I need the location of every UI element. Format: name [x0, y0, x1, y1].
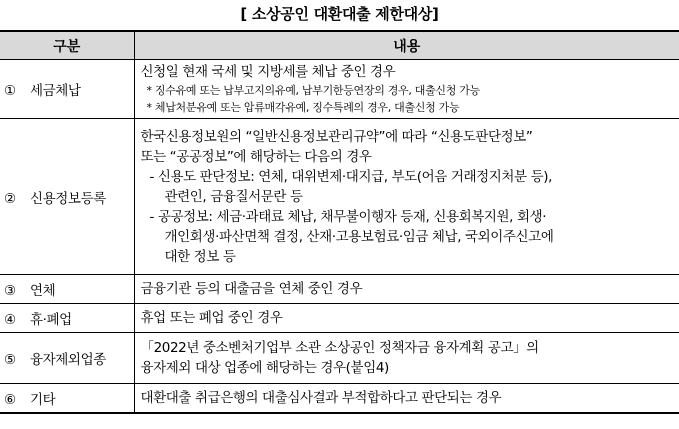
table-row	[0, 304, 679, 333]
row-category	[0, 333, 134, 384]
content-line: 한국신용정보원의 “일반신용정보관리규약”에 따라 “신용도판단정보”	[140, 128, 533, 145]
row-category-label: 융자제외업종	[30, 352, 106, 368]
row-number: ①	[4, 83, 16, 99]
content-line: 휴업 또는 폐업 중인 경우	[140, 310, 283, 326]
content-line: 또는 “공공정보”에 해당하는 다음의 경우	[140, 148, 372, 165]
row-category	[0, 275, 134, 304]
table-header-row	[0, 31, 679, 60]
content-line: 「2022년 중소벤처기업부 소관 소상공인 정책자금 융자계획 공고」의	[140, 340, 539, 356]
content-note: * 체납처분유예 또는 압류매각유예, 징수특례의 경우, 대출신청 가능	[146, 101, 460, 114]
content-line: 금융기관 등의 대출금을 연체 중인 경우	[140, 281, 363, 297]
table-row	[0, 333, 679, 384]
row-content	[134, 60, 679, 119]
table-row	[0, 119, 679, 275]
row-number: ⑥	[4, 391, 16, 408]
row-category	[0, 304, 134, 333]
row-category	[0, 119, 134, 275]
table-row	[0, 60, 679, 119]
row-category-label: 신용정보등록	[30, 190, 106, 207]
header-category: 구분	[0, 31, 134, 60]
content-subitem-cont: 관련인, 금융질서문란 등	[164, 188, 303, 205]
row-number: ⑤	[4, 352, 16, 368]
content-subitem: - 공공정보: 세금·과태료 체납, 채무불이행자 등재, 신용회복지원, 회생·	[149, 208, 547, 225]
row-content	[134, 384, 679, 413]
content-subitem-cont: 개인회생·파산면책 결정, 산재·고용보험료·임금 체납, 국외이주신고에	[164, 228, 554, 245]
content-note: * 징수유예 또는 납부고지의유예, 납부기한등연장의 경우, 대출신청 가능	[146, 84, 480, 97]
row-number: ③	[4, 283, 16, 299]
restriction-table	[0, 30, 679, 414]
row-content	[134, 275, 679, 304]
document-title: [ 소상공인 대환대출 제한대상]	[240, 5, 439, 23]
content-line: 대환대출 취급은행의 대출심사결과 부적합하다고 판단되는 경우	[140, 389, 502, 406]
content-subitem-cont: 대한 정보 등	[164, 248, 236, 265]
header-content: 내용	[134, 31, 679, 60]
row-category-label: 휴·폐업	[30, 312, 72, 328]
row-content	[134, 119, 679, 275]
row-content	[134, 304, 679, 333]
row-content	[134, 333, 679, 384]
row-category	[0, 60, 134, 119]
row-category	[0, 384, 134, 413]
row-category-label: 연체	[30, 283, 56, 299]
row-category-label: 세금체납	[30, 83, 81, 99]
content-subitem: - 신용도 판단정보: 연체, 대위변제·대지급, 부도(어음 거래정지처분 등),	[149, 168, 552, 185]
row-category-label: 기타	[30, 391, 56, 408]
table-row	[0, 384, 679, 413]
content-line: 융자제외 대상 업종에 해당하는 경우(붙임4)	[140, 360, 389, 376]
content-line: 신청일 현재 국세 및 지방세를 체납 중인 경우	[140, 64, 396, 80]
table-row	[0, 275, 679, 304]
row-number: ④	[4, 312, 16, 328]
row-number: ②	[4, 190, 16, 207]
